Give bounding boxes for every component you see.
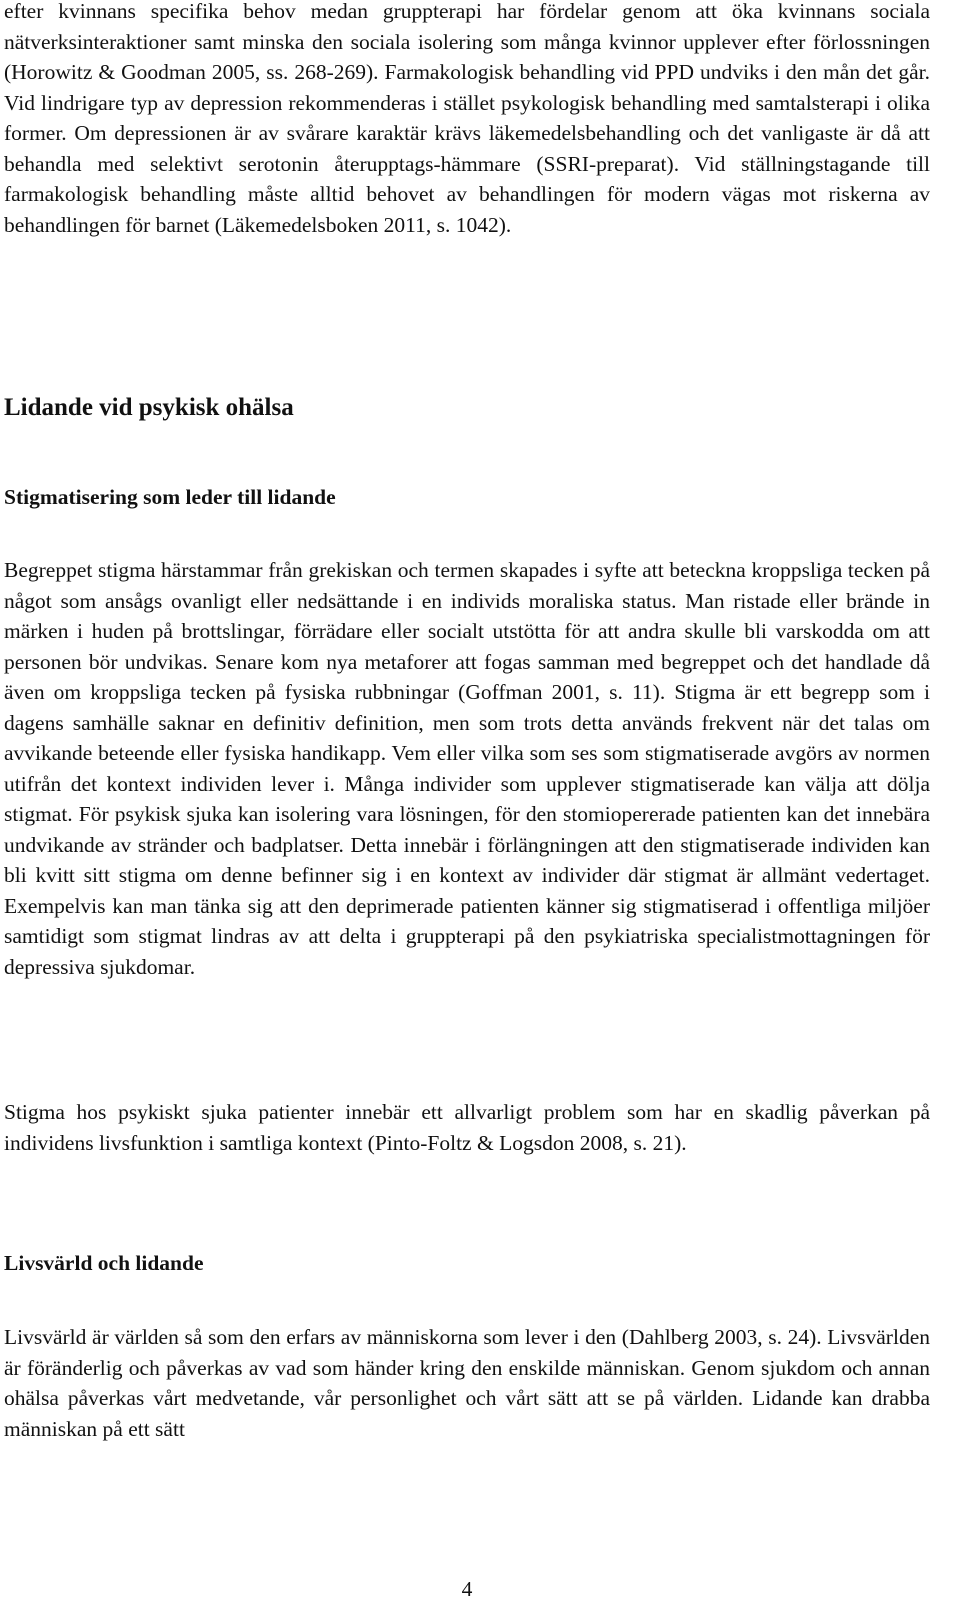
page-number: 4 — [461, 1577, 473, 1601]
livsvarld-paragraph: Livsvärld är världen så som den erfars av människorna som lever i den (Dahlberg 2003, s. 24). Livsvärlden är föränderlig och påverkas av vad som händer kring den enskilde människan. Genom sjukdom och annan ohälsa påverkas vårt medvetande, vår personlighet och vårt sätt att se på världen. Lidande kan drabba människan på ett sätt — [4, 1325, 930, 1441]
stigma-section-2 — [4, 1097, 930, 1158]
livsvarld-section — [4, 1322, 930, 1444]
section-heading: Lidande vid psykisk ohälsa — [4, 394, 294, 421]
intro-paragraph: efter kvinnans specifika behov medan gruppterapi har fördelar genom att öka kvinnans sociala nätverksinteraktioner samt minska den sociala isolering som många kvinnor upplever efter förlossningen (Horowitz & Goodman 2005, ss. 268-269). Farmakologisk behandling vid PPD undviks i den mån det går. Vid lindrigare typ av depression rekommenderas i stället psykologisk behandling med samtalsterapi i olika former. Om depressionen är av svårare karaktär krävs läkemedelsbehandling och det vanligaste är då att behandla med selektivt serotonin återupptags-hämmare (SSRI-preparat). Vid ställningstagande till farmakologisk behandling måste alltid behovet av behandlingen för modern vägas mot riskerna av behandlingen för barnet (Läkemedelsboken 2011, s. 1042). — [4, 0, 930, 237]
subsection-heading-livsvarld: Livsvärld och lidande — [4, 1251, 204, 1275]
stigma-paragraph-1: Begreppet stigma härstammar från grekiskan och termen skapades i syfte att beteckna kroppsliga tecken på något som ansågs ovanligt eller nedsättande i en individs moraliska status. Man ristade eller brände in märken i huden på brottslingar, förrädare eller socialt utstötta för att andra skulle bli varskodda om att personen bör undvikas. Senare kom nya metaforer att fogas samman med begreppet och det handlade då även om kroppsliga tecken på fysiska rubbningar (Goffman 2001, s. 11). Stigma är ett begrepp som i dagens samhälle saknar en definitiv definition, men som trots detta används frekvent när det talas om avvikande beteende eller fysiska handikapp. Vem eller vilka som ses som stigmatiserade avgörs av normen utifrån det kontext individen lever i. Många individer som upplever stigmatiserade kan välja att dölja stigmat. För psykisk sjuka kan isolering vara lösningen, för den stomiopererade patienten kan det innebära undvikande av stränder och badplatser. Detta innebär i förlängningen att den stigmatiserade individen kan bli kvitt sitt stigma om denne befinner sig i en kontext av individer där stigmat är allmänt vedertaget. Exempelvis kan man tänka sig att den deprimerade patienten känner sig stigmatiserad i offentliga miljöer samtidigt som stigmat lindras av att delta i gruppterapi på den psykiatriska specialistmottagningen för depressiva sjukdomar. — [4, 558, 930, 979]
stigma-paragraph-2: Stigma hos psykiskt sjuka patienter innebär ett allvarligt problem som har en skadlig påverkan på individens livsfunktion i samtliga kontext (Pinto-Foltz & Logsdon 2008, s. 21). — [4, 1100, 930, 1155]
stigma-section — [4, 555, 930, 982]
subsection-heading-stigma: Stigmatisering som leder till lidande — [4, 485, 336, 509]
intro-section — [4, 0, 930, 240]
